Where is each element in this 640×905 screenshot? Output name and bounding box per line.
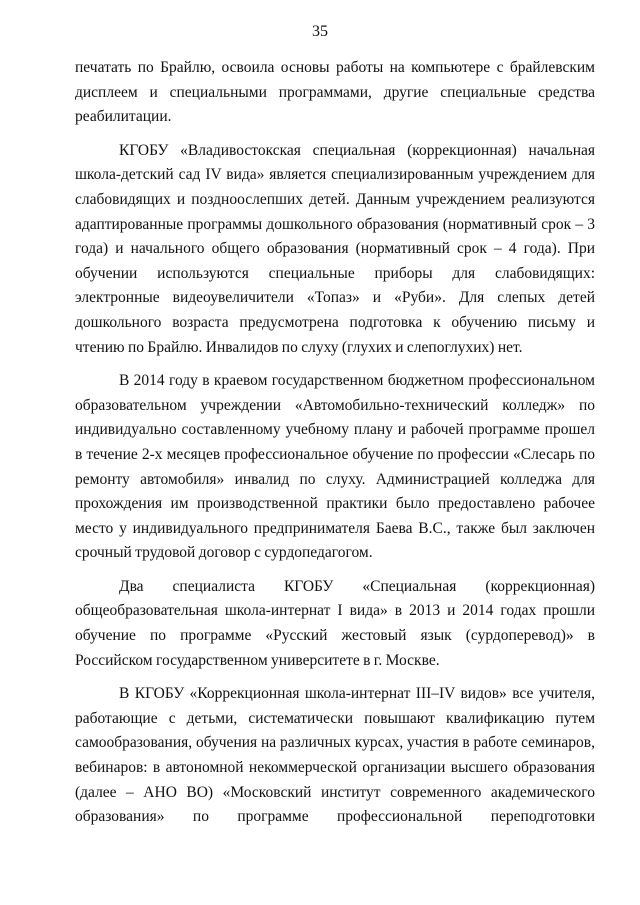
paragraph-continued: печатать по Брайлю, освоила основы работы на компьютере с брайлевским дисплеем и специальными программами, другие специальные средства реабилитации. (75, 59, 595, 126)
paragraph-automotive-college: В 2014 году в краевом государственном бюджетном профессиональном образовательном учреждении «Автомобильно-технический колледж» по индивидуально составленному учебному плану и рабочей программе прошел в течение 2-х месяцев профессиональное обучение по профессии «Слесарь по ремонту автомобиля» инвалид по слуху. Администрацией колледжа для прохождения им производственной практики было предоставлено рабочее место у индивидуального предпринимателя Баева В.С., также был заключен срочный трудовой договор с сурдопедагогом. (75, 372, 595, 562)
paragraph-sign-language-training: Два специалиста КГОБУ «Специальная (коррекционная) общеобразовательная школа-интернат I вида» в 2013 и 2014 годах прошли обучение по программе «Русский жестовый язык (сурдоперевод)» в Российском государственном университете в г. Москве. (75, 577, 595, 669)
paragraph-vladivostok-school: КГОБУ «Владивостокская специальная (коррекционная) начальная школа-детский сад IV вида» является специализированным учреждением для слабовидящих и поздноослепших детей. Данным учреждением реализуются адаптированные программы дошкольного образования (нормативный срок – 3 года) и начального общего образования (нормативный срок – 4 года). При обучении используются специальные приборы для слабовидящих: электронные видеоувеличители «Топаз» и «Руби». Для слепых детей дошкольного возраста предусмотрена подготовка к обучению письму и чтению по Брайлю. Инвалидов по слуху (глухих и слепоглухих) нет. (75, 141, 595, 356)
document-body (75, 56, 595, 839)
page-number: 35 (312, 23, 328, 40)
paragraph-boarding-school-teachers: В КГОБУ «Коррекционная школа-интернат III–IV видов» все учителя, работающие с детьми, систематически повышают квалификацию путем самообразования, обучения на различных курсах, участия в работе семинаров, вебинаров: в автономной некоммерческой организации высшего образования (далее – АНО ВО) «Московский институт современного академического образования» по программе профессиональной переподготовки (75, 685, 595, 826)
